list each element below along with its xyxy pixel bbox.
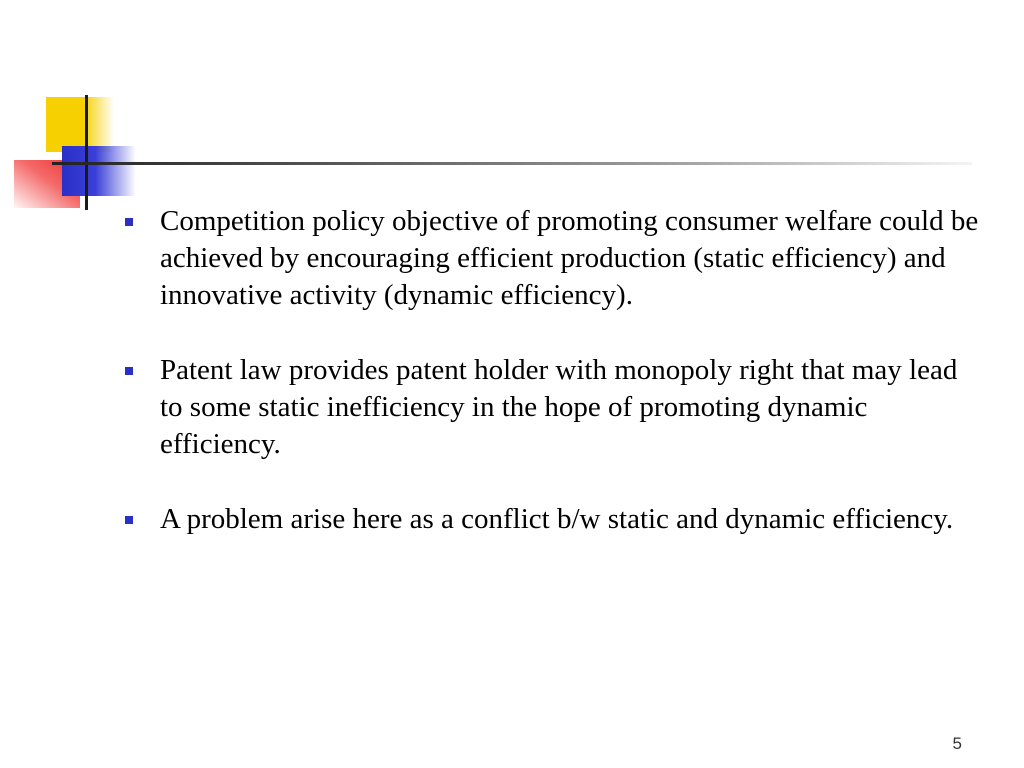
bullet-list <box>122 203 982 576</box>
bullet-item <box>122 352 982 463</box>
page-number: 5 <box>952 734 962 753</box>
square-bullet-icon <box>125 218 133 226</box>
logo-yellow-square <box>46 97 114 152</box>
logo-blue-square <box>62 146 136 196</box>
bullet-text: A problem arise here as a conflict b/w static and dynamic efficiency. <box>160 503 954 535</box>
logo-vertical-line <box>85 95 88 210</box>
bullet-item <box>122 203 982 314</box>
title-divider-line <box>52 162 972 165</box>
square-bullet-icon <box>125 516 133 524</box>
bullet-text: Patent law provides patent holder with monopoly right that may lead to some static inefficiency in the hope of promoting dynamic efficiency. <box>160 354 958 460</box>
square-bullet-icon <box>125 367 133 375</box>
bullet-item <box>122 501 982 538</box>
bullet-text: Competition policy objective of promoting consumer welfare could be achieved by encouraging efficient production (static efficiency) and innovative activity (dynamic efficiency). <box>160 205 979 311</box>
